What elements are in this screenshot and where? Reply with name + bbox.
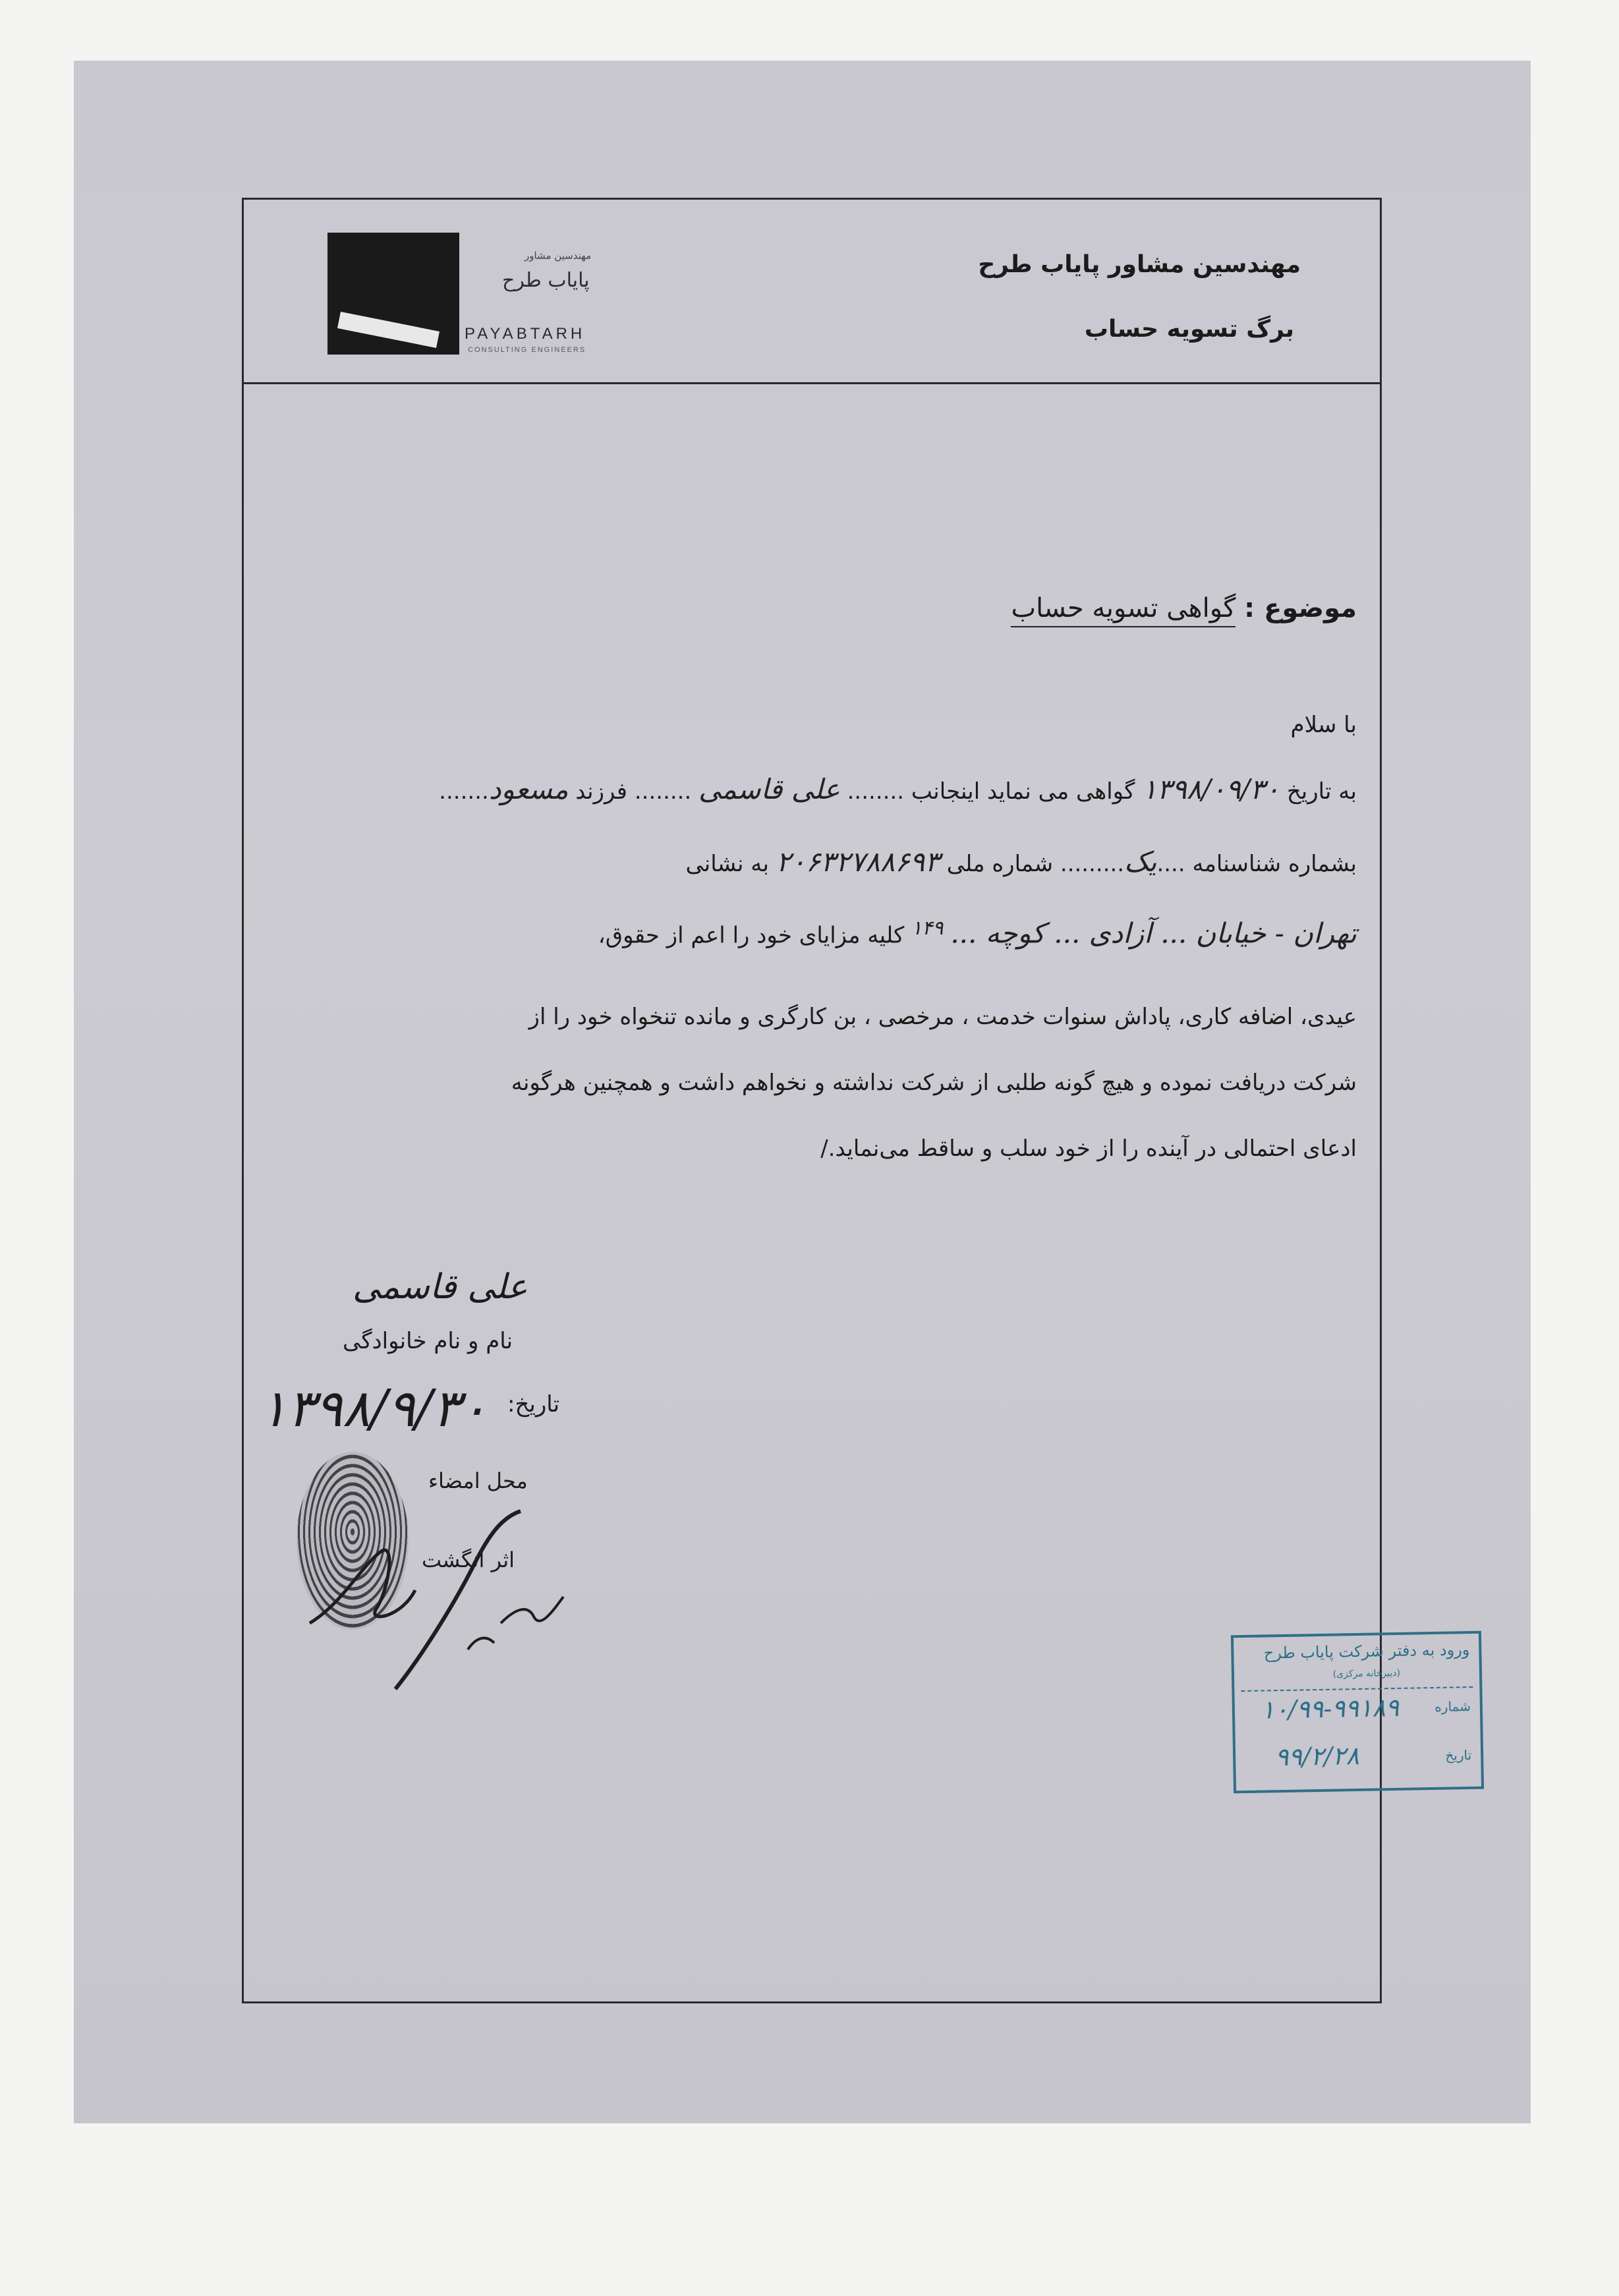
stamp-date-label: تاریخ: [1445, 1746, 1472, 1764]
fingerprint-label: اثر انگشت: [422, 1547, 515, 1572]
registration-stamp: [1231, 1631, 1484, 1794]
greeting: با سلام: [1290, 712, 1357, 738]
date-prefix: به تاریخ: [1286, 778, 1357, 805]
company-logo-icon: [327, 233, 459, 355]
handwritten-signer-name: علی قاسمی: [353, 1267, 528, 1307]
letter-line-6: ادعای احتمالی در آینده را از خود سلب و ساقط می‌نماید./: [820, 1135, 1357, 1162]
handwritten-plaque-number: ۱۴۹: [911, 917, 944, 940]
header-divider: [244, 382, 1380, 384]
certify-text: گواهی می نماید اینجانب: [911, 778, 1135, 805]
form-frame: [242, 198, 1472, 2003]
letter-line-5: شرکت دریافت نموده و هیچ گونه طلبی از شرکت نداشته و نخواهم داشت و همچنین هرگونه: [511, 1070, 1357, 1096]
handwritten-date: ۱۳۹۸/۰۹/۳۰: [1142, 773, 1280, 805]
stamp-subtitle: (دبیرخانه مرکزی): [1332, 1667, 1401, 1680]
date-label: تاریخ:: [507, 1391, 560, 1418]
subject-line: [1011, 593, 1357, 623]
handwritten-name: علی قاسمی: [698, 773, 840, 805]
subject-label: موضوع :: [1244, 593, 1357, 623]
handwritten-signature-icon: [303, 1491, 580, 1702]
letter-line-1: به تاریخ ۱۳۹۸/۰۹/۳۰ گواهی می نماید اینجانب ........ علی قاسمی ........ فرزند مسعود.......: [439, 773, 1357, 805]
handwritten-father-name: مسعود: [488, 773, 569, 805]
stamp-number-value: ۱۰/۹۹-۹۹۱۸۹: [1261, 1692, 1400, 1725]
id-number-label: بشماره شناسنامه: [1192, 851, 1357, 877]
signature-place-label: محل امضاء: [428, 1468, 528, 1493]
full-name-label: نام و نام خانوادگی: [343, 1328, 513, 1354]
address-label: به نشانی: [685, 851, 769, 877]
handwritten-id-number: یک: [1124, 846, 1157, 878]
handwritten-address: تهران - خیابان ... آزادی ... کوچه ...: [950, 917, 1357, 950]
stamp-date-value: ۹۹/۲/۲۸: [1274, 1740, 1360, 1772]
stamp-title: ورود به دفتر شرکت پایاب طرح: [1263, 1640, 1470, 1663]
letter-line-3: [598, 917, 1357, 949]
form-title: برگ تسویه حساب: [1084, 316, 1294, 343]
logo-mark-icon: [327, 233, 459, 355]
logo-en-subtitle: CONSULTING ENGINEERS: [468, 346, 586, 354]
handwritten-sign-date: ۱۳۹۸/۹/۳۰: [260, 1379, 488, 1439]
stamp-number-label: شماره: [1434, 1698, 1471, 1715]
child-of-label: فرزند: [575, 778, 628, 805]
benefits-text: کلیه مزایای خود را اعم از حقوق،: [598, 922, 905, 949]
subject-value: گواهی تسویه حساب: [1011, 593, 1236, 627]
logo-en-name: PAYABTARH: [465, 325, 586, 343]
national-id-label: شماره ملی: [946, 851, 1054, 877]
letter-line-4: عیدی، اضافه کاری، پاداش سنوات خدمت ، مرخصی ، بن کارگری و مانده تنخواه خود را از: [528, 1004, 1357, 1030]
logo-fa-name: پایاب طرح: [502, 269, 590, 292]
logo-fa-subtitle: مهندسین مشاور: [525, 250, 592, 262]
company-title: مهندسین مشاور پایاب طرح: [978, 251, 1301, 278]
stamp-divider: [1241, 1686, 1473, 1692]
letter-line-2: بشماره شناسنامه ....یک......... شماره ملی ۲۰۶۳۲۷۸۸۶۹۳ به نشانی: [685, 846, 1357, 878]
handwritten-national-id: ۲۰۶۳۲۷۸۸۶۹۳: [776, 846, 940, 878]
